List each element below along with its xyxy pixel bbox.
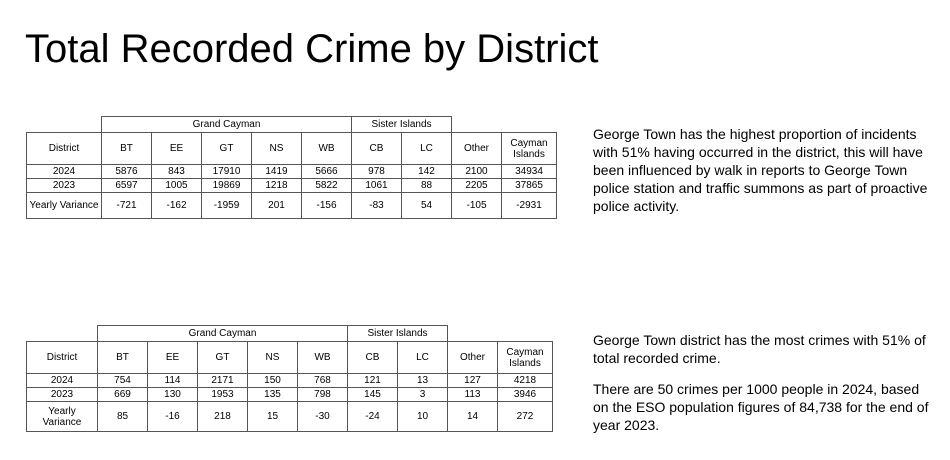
table-cell: -156 [302, 193, 352, 219]
column-header: CB [352, 133, 402, 165]
table-cell: 114 [148, 374, 198, 388]
column-header: EE [152, 133, 202, 165]
table-cell: Yearly Variance [27, 193, 102, 219]
table-cell: 150 [248, 374, 298, 388]
group-header-sister-islands: Sister Islands [348, 326, 448, 342]
column-header: GT [202, 133, 252, 165]
table-cell: 2100 [452, 165, 502, 179]
table-cell: 1419 [252, 165, 302, 179]
table-row [27, 402, 553, 432]
column-header: BT [98, 342, 148, 374]
table-cell: 1953 [198, 388, 248, 402]
column-header: District [27, 133, 102, 165]
table-cell: 19869 [202, 179, 252, 193]
table-cell: 1061 [352, 179, 402, 193]
table-cell: -24 [348, 402, 398, 432]
column-header: Cayman Islands [498, 342, 553, 374]
table-cell: 34934 [502, 165, 557, 179]
group-header-row [27, 117, 557, 133]
table-cell: -721 [102, 193, 152, 219]
table-cell: -1959 [202, 193, 252, 219]
column-header-row [27, 342, 553, 374]
table-cell: 6597 [102, 179, 152, 193]
table-cell: 135 [248, 388, 298, 402]
table-cell: 1218 [252, 179, 302, 193]
table-cell: 15 [248, 402, 298, 432]
analysis-note-total: George Town has the highest proportion of incidents with 51% having occurred in the district, this will have been influenced by walk in reports to George Town police station and traffic summons as part of proactive police activity. [593, 126, 928, 214]
table-cell: 5822 [302, 179, 352, 193]
table-cell: 121 [348, 374, 398, 388]
table-cell: 218 [198, 402, 248, 432]
group-header-grand-cayman: Grand Cayman [98, 326, 348, 342]
column-header: CB [348, 342, 398, 374]
table-cell: 768 [298, 374, 348, 388]
analysis-note-district: George Town district has the most crimes with 51% of total recorded crime. [593, 332, 926, 366]
table-cell: -2931 [502, 193, 557, 219]
empty-cell [452, 117, 557, 133]
table-cell: -105 [452, 193, 502, 219]
table-cell: 2024 [27, 374, 98, 388]
table-cell: Yearly Variance [27, 402, 98, 432]
table-cell: 754 [98, 374, 148, 388]
table-row [27, 374, 553, 388]
table-cell: 843 [152, 165, 202, 179]
column-header: LC [402, 133, 452, 165]
table-cell: 2024 [27, 165, 102, 179]
table-cell: 2023 [27, 179, 102, 193]
table-cell: 1005 [152, 179, 202, 193]
empty-cell [27, 326, 98, 342]
table-cell: 85 [98, 402, 148, 432]
table-row [27, 179, 557, 193]
column-header: Cayman Islands [502, 133, 557, 165]
table-row [27, 388, 553, 402]
column-header: Other [452, 133, 502, 165]
table-cell: 5666 [302, 165, 352, 179]
table-cell: 54 [402, 193, 452, 219]
table-cell: 127 [448, 374, 498, 388]
group-header-sister-islands: Sister Islands [352, 117, 452, 133]
table-cell: 2205 [452, 179, 502, 193]
table-cell: 13 [398, 374, 448, 388]
table-row [27, 193, 557, 219]
column-header: EE [148, 342, 198, 374]
table-cell: 88 [402, 179, 452, 193]
group-header-grand-cayman: Grand Cayman [102, 117, 352, 133]
table-cell: 3 [398, 388, 448, 402]
table-cell: 145 [348, 388, 398, 402]
column-header: WB [298, 342, 348, 374]
table-cell: 113 [448, 388, 498, 402]
table-cell: 2171 [198, 374, 248, 388]
empty-cell [448, 326, 553, 342]
page-title: Total Recorded Crime by District [25, 27, 599, 71]
table-cell: 10 [398, 402, 448, 432]
table-cell: 2023 [27, 388, 98, 402]
table-cell: 130 [148, 388, 198, 402]
table-cell: 669 [98, 388, 148, 402]
table-cell: -30 [298, 402, 348, 432]
crime-table-total [26, 116, 557, 219]
group-header-row [27, 326, 553, 342]
column-header-row [27, 133, 557, 165]
table-cell: 798 [298, 388, 348, 402]
table-cell: 17910 [202, 165, 252, 179]
table-row [27, 165, 557, 179]
table-cell: 37865 [502, 179, 557, 193]
column-header: LC [398, 342, 448, 374]
table-cell: 5876 [102, 165, 152, 179]
table-cell: -16 [148, 402, 198, 432]
table-cell: 4218 [498, 374, 553, 388]
column-header: NS [248, 342, 298, 374]
table-cell: 201 [252, 193, 302, 219]
table-cell: 978 [352, 165, 402, 179]
table-cell: 142 [402, 165, 452, 179]
column-header: District [27, 342, 98, 374]
column-header: NS [252, 133, 302, 165]
column-header: GT [198, 342, 248, 374]
column-header: WB [302, 133, 352, 165]
analysis-note-rate: There are 50 crimes per 1000 people in 2024, based on the ESO population figures of 84,738 for the end of year 2023. [593, 381, 929, 433]
table-cell: -162 [152, 193, 202, 219]
table-cell: 272 [498, 402, 553, 432]
table-cell: 14 [448, 402, 498, 432]
column-header: Other [448, 342, 498, 374]
table-cell: 3946 [498, 388, 553, 402]
column-header: BT [102, 133, 152, 165]
crime-table-2024 [26, 325, 553, 432]
empty-cell [27, 117, 102, 133]
table-cell: -83 [352, 193, 402, 219]
